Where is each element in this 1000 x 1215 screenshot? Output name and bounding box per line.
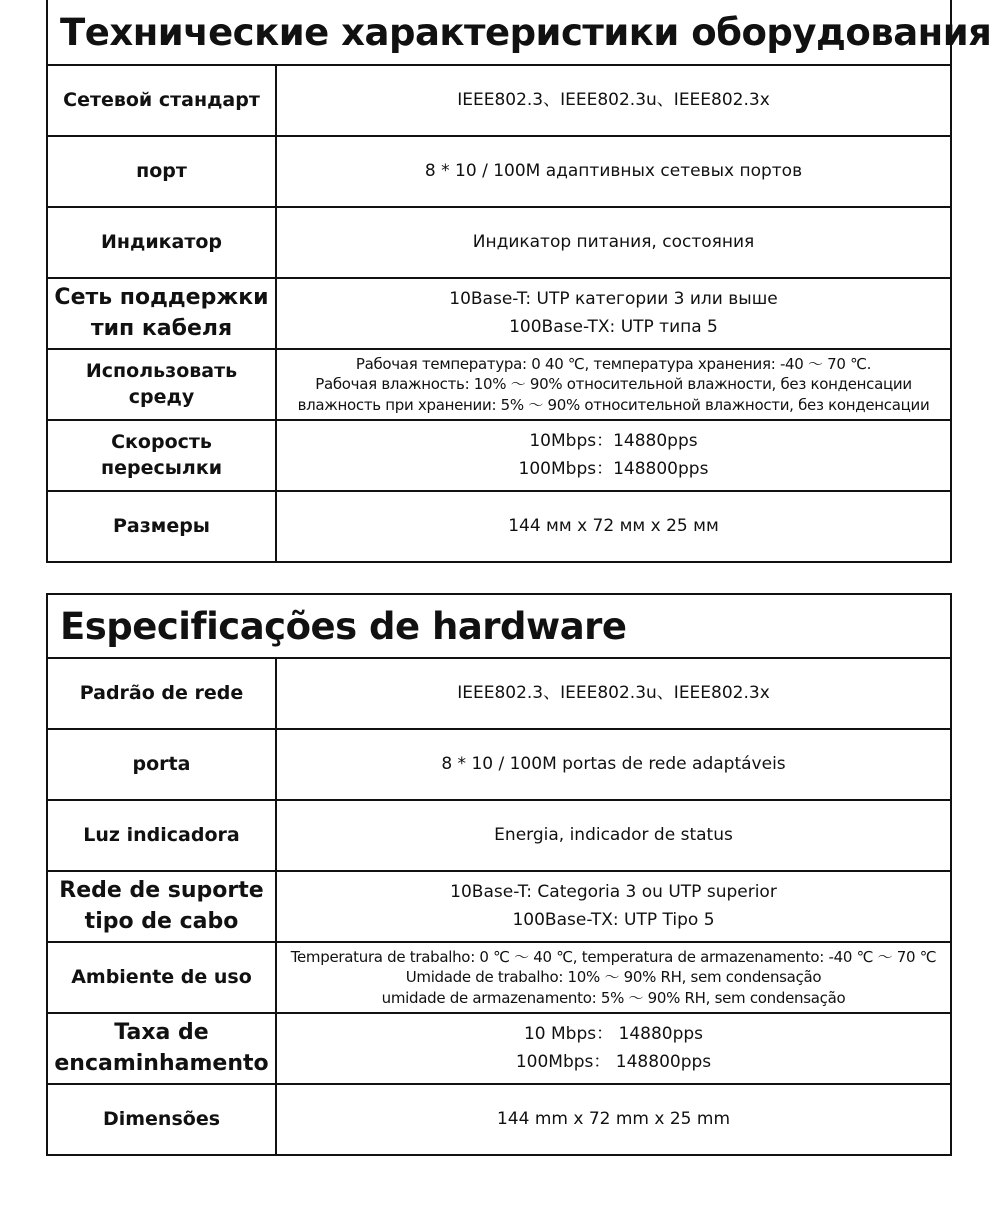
spec-value-line: 10Base-T: UTP категории 3 или выше bbox=[449, 288, 778, 309]
spec-value-line: Umidade de trabalho: 10% 〜 90% RH, sem condensação bbox=[405, 968, 822, 987]
spec-row-dimensions bbox=[48, 492, 950, 561]
spec-row-dimensions bbox=[48, 1085, 950, 1154]
spec-value bbox=[277, 279, 950, 348]
spec-value bbox=[277, 943, 950, 1012]
spec-label: порт bbox=[48, 137, 277, 206]
spec-table-title: Технические характеристики оборудования bbox=[48, 0, 950, 66]
spec-value-line: 144 мм x 72 мм x 25 мм bbox=[508, 515, 719, 536]
spec-row-forwarding-rate bbox=[48, 421, 950, 492]
spec-value-line: влажность при хранении: 5% 〜 90% относительной влажности, без конденсации bbox=[297, 395, 930, 414]
spec-row-port bbox=[48, 730, 950, 801]
spec-value bbox=[277, 350, 950, 419]
spec-label: Сеть поддержки тип кабеля bbox=[48, 279, 277, 348]
spec-row-forwarding-rate bbox=[48, 1014, 950, 1085]
spec-value-line: 144 mm x 72 mm x 25 mm bbox=[496, 1108, 731, 1129]
spec-value-line: IEEE802.3、IEEE802.3u、IEEE802.3x bbox=[457, 682, 770, 703]
spec-row-cable-type bbox=[48, 279, 950, 350]
spec-value-line: 100Mbps：148800pps bbox=[518, 458, 709, 479]
spec-label: Использовать среду bbox=[48, 350, 277, 419]
spec-value-line: 100Base-TX: UTP типа 5 bbox=[509, 316, 718, 337]
spec-value bbox=[277, 137, 950, 206]
spec-value-line: Рабочая температура: 0 40 ℃, температура хранения: -40 〜 70 ℃. bbox=[355, 354, 872, 373]
spec-value-line: 10 Mbps： 14880pps bbox=[523, 1023, 704, 1044]
spec-value bbox=[277, 872, 950, 941]
spec-row-cable-type bbox=[48, 872, 950, 943]
spec-value-line: 8 * 10 / 100M portas de rede adaptáveis bbox=[441, 753, 786, 774]
spec-value bbox=[277, 1085, 950, 1154]
spec-row-environment bbox=[48, 350, 950, 421]
spec-value-line: 8 * 10 / 100M адаптивных сетевых портов bbox=[424, 160, 803, 181]
spec-label: Размеры bbox=[48, 492, 277, 561]
spec-value bbox=[277, 801, 950, 870]
spec-value-line: 10Mbps：14880pps bbox=[529, 430, 698, 451]
spec-value-line: 10Base-T: Categoria 3 ou UTP superior bbox=[450, 881, 777, 902]
spec-value bbox=[277, 1014, 950, 1083]
spec-label: Dimensões bbox=[48, 1085, 277, 1154]
spec-row-environment bbox=[48, 943, 950, 1014]
spec-value-line: IEEE802.3、IEEE802.3u、IEEE802.3x bbox=[457, 89, 770, 110]
spec-label: porta bbox=[48, 730, 277, 799]
spec-value-line: Рабочая влажность: 10% 〜 90% относительной влажности, без конденсации bbox=[315, 375, 912, 394]
spec-value bbox=[277, 66, 950, 135]
spec-value bbox=[277, 208, 950, 277]
spec-label: Ambiente de uso bbox=[48, 943, 277, 1012]
spec-value bbox=[277, 659, 950, 728]
spec-table-portuguese bbox=[46, 593, 952, 1156]
spec-value bbox=[277, 421, 950, 490]
spec-value-line: Temperatura de trabalho: 0 ℃ 〜 40 ℃, temperatura de armazenamento: -40 ℃ 〜 70 ℃ bbox=[290, 947, 937, 966]
spec-value-line: Индикатор питания, состояния bbox=[472, 231, 755, 252]
spec-row-network-standard bbox=[48, 659, 950, 730]
spec-label: Padrão de rede bbox=[48, 659, 277, 728]
spec-row-port bbox=[48, 137, 950, 208]
spec-value bbox=[277, 492, 950, 561]
spec-value-line: Energia, indicador de status bbox=[494, 824, 733, 845]
spec-value-line: 100Mbps： 148800pps bbox=[515, 1051, 712, 1072]
spec-label: Taxa de encaminhamento bbox=[48, 1014, 277, 1083]
spec-value-line: 100Base-TX: UTP Tipo 5 bbox=[512, 909, 715, 930]
spec-value bbox=[277, 730, 950, 799]
spec-table-russian bbox=[46, 0, 992, 563]
spec-label: Скорость пересылки bbox=[48, 421, 277, 490]
spec-label: Luz indicadora bbox=[48, 801, 277, 870]
spec-row-network-standard bbox=[48, 66, 950, 137]
spec-row-indicator bbox=[48, 208, 950, 279]
spec-table-title: Especificações de hardware bbox=[48, 595, 950, 659]
spec-value-line: umidade de armazenamento: 5% 〜 90% RH, sem condensação bbox=[381, 988, 846, 1007]
spec-label: Индикатор bbox=[48, 208, 277, 277]
spec-label: Rede de suporte tipo de cabo bbox=[48, 872, 277, 941]
spec-label: Сетевой стандарт bbox=[48, 66, 277, 135]
spec-row-indicator bbox=[48, 801, 950, 872]
